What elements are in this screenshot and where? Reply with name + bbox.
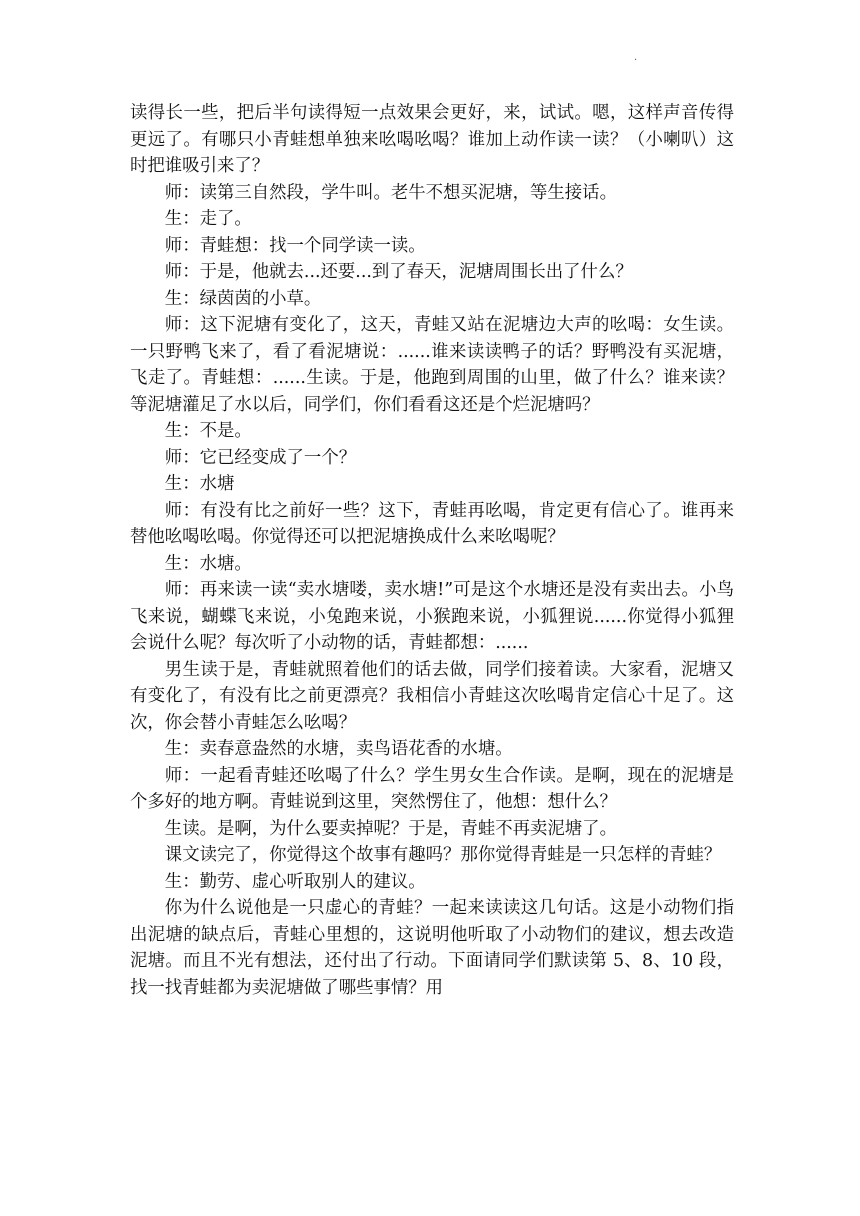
paragraph: 生：走了。 bbox=[164, 209, 252, 229]
paragraph: 生：不是。 bbox=[164, 421, 252, 441]
document-body bbox=[130, 100, 734, 1001]
paragraph: 师：有没有比之前好一些？这下，青蛙再吆喝，肯定更有信心了。谁再来替他吆喝吆喝。你觉得还可以把泥塘换成什么来吆喝呢？ bbox=[130, 500, 734, 547]
paragraph: 师：这下泥塘有变化了，这天，青蛙又站在泥塘边大声的吆喝：女生读。一只野鸭飞来了，看了看泥塘说：......谁来读读鸭子的话？野鸭没有买泥塘，飞走了。青蛙想：......生读。于是，他跑到周围的山里，做了什么？谁来读？等泥塘灌足了水以后，同学们，你们看看这还是个烂泥塘吗？ bbox=[130, 315, 734, 415]
paragraph: 生：水塘。 bbox=[164, 553, 252, 574]
paragraph: 师：再来读一读“卖水塘喽，卖水塘!”可是这个水塘还是没有卖出去。小鸟飞来说，蝴蝶飞来说，小兔跑来说，小猴跑来说，小狐狸说......你觉得小狐狸会说什么呢？每次听了小动物的话，青蛙都想：...... bbox=[130, 580, 734, 653]
paragraph: 男生读于是，青蛙就照着他们的话去做，同学们接着读。大家看，泥塘又有变化了，有没有比之前更漂亮？我相信小青蛙这次吆喝肯定信心十足了。这次，你会替小青蛙怎么吆喝？ bbox=[130, 659, 734, 733]
paragraph: 师：于是，他就去...还要...到了春天，泥塘周围长出了什么？ bbox=[164, 262, 633, 282]
paragraph: 生：水塘 bbox=[164, 474, 235, 494]
paragraph: 生读。是啊，为什么要卖掉呢？于是，青蛙不再卖泥塘了。 bbox=[164, 818, 617, 839]
paragraph: 师：读第三自然段，学牛叫。老牛不想买泥塘，等生接话。 bbox=[164, 182, 617, 203]
paragraph: 读得长一些，把后半句读得短一点效果会更好，来，试试。嗯，这样声音传得更远了。有哪只小青蛙想单独来吆喝吆喝？谁加上动作读一读？（小喇叭）这时把谁吸引来了？ bbox=[130, 103, 734, 176]
header-dot-mark: · bbox=[634, 55, 638, 66]
paragraph: 生：勤劳、虚心听取别人的建议。 bbox=[164, 871, 426, 892]
paragraph: 课文读完了，你觉得这个故事有趣吗？那你觉得青蛙是一只怎样的青蛙？ bbox=[164, 845, 722, 865]
paragraph: 师：它已经变成了一个？ bbox=[164, 447, 357, 468]
paragraph: 生：绿茵茵的小草。 bbox=[164, 288, 322, 309]
paragraph: 师：青蛙想：找一个同学读一读。 bbox=[164, 235, 426, 256]
paragraph: 生：卖春意盎然的水塘，卖鸟语花香的水塘。 bbox=[164, 739, 513, 759]
paragraph: 你为什么说他是一只虚心的青蛙？一起来读读这几句话。这是小动物们指出泥塘的缺点后，青蛙心里想的，这说明他听取了小动物们的建议，想去改造泥塘。而且不光有想法，还付出了行动。下面请同学们默读第 5、8、10 段，找一找青蛙都为卖泥塘做了哪些事情？用 bbox=[130, 898, 734, 998]
paragraph: 师：一起看青蛙还吆喝了什么？学生男女生合作读。是啊，现在的泥塘是个多好的地方啊。青蛙说到这里，突然愣住了，他想：想什么？ bbox=[130, 765, 734, 812]
